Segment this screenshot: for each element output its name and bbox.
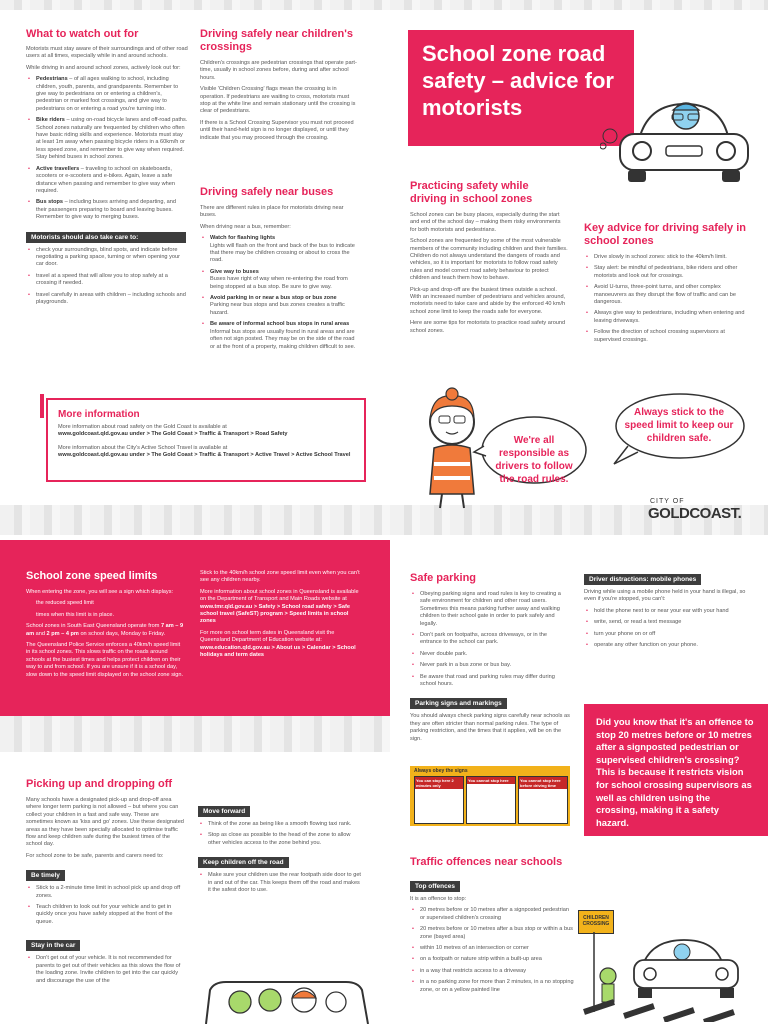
list-item: • Bus stops – including buses arriving and departing, and their passengers preparing to board and leaving buses. Remember to give way to merging buses. (26, 199, 188, 221)
crossing-scene-illustration (574, 932, 764, 1022)
page-title: School zone road safety – advice for motorists (422, 41, 614, 120)
list-item: • travel at a speed that will allow you to stop safely at a crossing if needed. (26, 273, 188, 288)
torn-strip-lower (0, 716, 390, 752)
list-item: • the reduced speed limit (26, 600, 186, 607)
list-item: • Never double park. (410, 651, 570, 658)
crossings-p3: If there is a School Crossing Supervisor you must not proceed until their hand-held sign is no longer displayed, or until they indicate that you may proceed through the crossing. (200, 119, 354, 141)
more-info-link1[interactable]: www.goldcoast.qld.gov.au under > The Gold Coast > Traffic & Transport > Road Safety (58, 431, 288, 438)
stay-label: Stay in the car (26, 940, 80, 951)
pickup-p2: For school zone to be safe, parents and carers need to: (26, 852, 164, 859)
list-item: • Teach children to look out for your vehicle and to get in quickly once you have safely stopped at the front of the queue. (26, 904, 186, 926)
list-item: • Obeying parking signs and road rules is key to creating a safe environment for children and other road users. Sometimes this means parking further away and walking children to their school gate in order to park safely and legally. (410, 591, 570, 628)
more-info-p2: More information about the City's Active School Travel is available at (58, 444, 228, 451)
city-logo (648, 498, 741, 522)
watch-out-intro2: While driving in and around school zones, actively look out for: (26, 64, 181, 71)
speed-p3: The Queensland Police Service enforces a 40km/h speed limit in its school zones. This slows traffic on the roads around schools at the busiest times and helps protect children on their way to and from school. If you are unsure if it is a school day, slow down to the speed limit displayed on the school zone sign. (26, 642, 184, 678)
torn-strip-top (0, 0, 768, 10)
timely-label: Be timely (26, 870, 65, 881)
signs-paragraph: You should always check parking signs carefully near schools as they are often stricter than normal parking rules. The type of parking restriction, and the times that it applies, will be on the sign. (410, 713, 570, 742)
list-item: • Bike riders – using on-road bicycle lanes and off-road paths. School zones naturally are frequented by children who often have basic riding skills and experience. Motorists must stay at least 1m away when passing bicycle riders in a 60km/h or less speed zone, and remember to give way when required. Stay behind buses in school zones. (26, 117, 188, 161)
more-info-heading: More information (58, 409, 140, 420)
watch-out-intro: Motorists must stay aware of their surroundings and of other road users at all times, especially while in and around schools. (26, 46, 188, 60)
list-item: • Never park in a bus zone or bus bay. (410, 662, 570, 669)
speed-limits-left (26, 570, 186, 683)
parking-signs-image (410, 766, 570, 826)
offences-section (410, 856, 574, 998)
pickup-section (26, 778, 186, 989)
list-item: • Stay alert: be mindful of pedestrians, bike riders and other motorists and look out for crossings. (584, 265, 746, 280)
list-item: • Follow the direction of school crossing supervisors at supervised crossings. (584, 329, 746, 344)
list-item: • 20 metres before or 10 metres after a signposted pedestrian or supervised children's crossing (410, 907, 574, 922)
parking-section (410, 572, 570, 747)
practicing-section (410, 180, 568, 339)
list-item: • Stick to a 2-minute time limit in school pick up and drop off zones. (26, 885, 186, 900)
practicing-p1: School zones can be busy places, especially during the start and end of the school day – making them risky environments for both motorists and pedestrians. (410, 212, 561, 233)
list-item: • write, send, or read a text message (584, 619, 748, 626)
speed-times: School zones in South East Queensland operate from 7 am – 9 am and 2 pm – 4 pm on school days, Monday to Friday. (26, 623, 184, 637)
keep-label: Keep children off the road (198, 857, 289, 868)
top-offences-label: Top offences (410, 881, 460, 892)
list-item: • hold the phone next to or near your ear with your hand (584, 608, 748, 615)
distractions-label: Driver distractions: mobile phones (584, 574, 701, 585)
crossings-p2: Visible 'Children Crossing' flags mean the crossing is in operation. If pedestrians are waiting to cross, motorists must stop at the white line and remain stationary until the crossing is clear of pedestrians. (200, 86, 356, 115)
list-item: • Avoid U-turns, three-point turns, and other complex manoeuvrers as they disrupt the flow of traffic and can be dangerous. (584, 284, 746, 306)
list-item: • Always give way to pedestrians, including when entering and leaving driveways. (584, 310, 746, 325)
buses-section (200, 186, 360, 355)
buses-p1: There are different rules in place for motorists driving near buses. (200, 205, 344, 219)
list-item: • Avoid parking in or near a bus stop or bus zone Parking near bus stops and bus zones creates a traffic hazard. (200, 295, 360, 317)
more-info-accent (40, 394, 44, 418)
pickup-heading: Picking up and dropping off (26, 778, 173, 790)
signs-banner: Always obey the signs (414, 768, 468, 774)
practicing-p2: School zones are frequented by some of the most vulnerable members of the community including children and their families. Children do not always understand the dangers of roads and vehicles, so it is important for motorists to follow road safety rules and model correct road safety behaviour to protect children and teach them how to behave. (410, 238, 568, 282)
list-item: • in a way that restricts access to a driveway (410, 968, 574, 975)
more-info-link2[interactable]: www.goldcoast.qld.gov.au under > The Gold Coast > Traffic & Transport > Active Travel > Active School Travel (58, 452, 351, 459)
family-car-illustration (196, 976, 372, 1024)
list-item: • Active travellers – traveling to school on skateboards, scooters or e-scooters and e-bikes. Again, leave a safe distance when passing and remember to give way when required. (26, 166, 188, 196)
speed-p4: Stick to the 40km/h school zone speed limit even when you can't see any children nearby. (200, 570, 360, 584)
children-crossing-sign (578, 910, 614, 934)
sign-card: You cannot stop here before driving time (519, 777, 567, 789)
offences-intro: It is an offence to stop: (410, 896, 467, 902)
buses-heading: Driving safely near buses (200, 186, 334, 198)
list-item: • on a footpath or nature strip within a built-up area (410, 956, 574, 963)
list-item: • times when this limit is in place. (26, 612, 186, 619)
list-item: • travel carefully in areas with children – including schools and playgrounds. (26, 292, 188, 307)
responsible-text: We're all responsible as drivers to follow the road rules. (495, 435, 573, 485)
buses-p2: When driving near a bus, remember: (200, 223, 291, 230)
list-item: • in a no parking zone for more than 2 minutes, in a no stopping zone, or on a yellow painted line (410, 979, 574, 994)
move-label: Move forward (198, 806, 250, 817)
distractions-p1: Driving while using a mobile phone held in your hand is illegal, so even if you're stopped, you can't: (584, 589, 746, 603)
pickup-section-2 (198, 800, 362, 898)
list-item: • check your surroundings, blind spots, and indicate before negotiating a parking space, turning or when opening your car door. (26, 247, 188, 269)
offences-heading: Traffic offences near schools (410, 856, 563, 868)
key-advice-section (584, 222, 746, 348)
watch-out-section (26, 28, 188, 310)
list-item: • Drive slowly in school zones: stick to the 40km/h limit. (584, 254, 746, 261)
speed-limits-right (200, 570, 364, 663)
list-item: • Give way to buses Buses have right of way when re-entering the road from being stopped at a bus stop. Be sure to give way. (200, 269, 360, 291)
distractions-section (584, 568, 748, 653)
did-you-know-text: Did you know that it's an offence to stop 20 metres before or 10 metres after a signposted pedestrian or supervised children's crossing? This is because it restricts vision for school crossing supervisors as well as children using the crossing, making it a safety hazard. (596, 716, 754, 828)
list-item: • turn your phone on or off (584, 631, 748, 638)
practicing-heading: Practicing safety while driving in school zones (410, 180, 533, 205)
stick-limit-text: Always stick to the speed limit to keep our children safe. (624, 407, 734, 444)
list-item: • within 10 metres of an intersection or corner (410, 945, 574, 952)
sign-card: You can stop here 2 minutes only (415, 777, 463, 789)
logo-city-of: CITY OF (650, 498, 685, 505)
list-item: • operate any other function on your phone. (584, 642, 748, 649)
speed-p5: More information about school zones in Queensland is available on the Department of Transport and Main Roads website at www.tmr.qld.gov.au > Safety > School road safety > Safe school travel (SafeST) program > Speed limits in school zones (200, 588, 359, 625)
car-illustration (600, 86, 750, 186)
more-info-box (46, 398, 366, 482)
list-item: • Don't get out of your vehicle. It is not recommended for parents to get out of their vehicles as this slows the flow of the loading zone. Invite children to get into the car quickly and discourage the use of the (26, 955, 186, 985)
crossing-sign-text: CHILDREN CROSSING (582, 915, 610, 927)
crossings-p1: Children's crossings are pedestrian crossings that operate part-time, usually in school zones before, during and after school hours. (200, 60, 357, 81)
practicing-p4: Here are some tips for motorists to practice road safety around school zones. (410, 320, 566, 334)
list-item: • Think of the zone as being like a smooth flowing taxi rank. (198, 821, 362, 828)
speed-p6: For more on school term dates in Queensland visit the Queensland Department of Education website at: www.education.qld.gov.au > About us > Calendar > School holidays and term dates (200, 629, 356, 659)
list-item: • Make sure your children use the rear footpath side door to get in and out of the car. This keeps them off the road and makes it the safest door to use. (198, 872, 362, 894)
more-info-p1: More information about road safety on the Gold Coast is available at (58, 424, 227, 430)
list-item: • Stop as close as possible to the head of the zone to allow other vehicles access to the zone behind you. (198, 832, 362, 847)
practicing-p3: Pick-up and drop-off are the busiest times outside a school. With an increased number of pedestrians and vehicles around, motorists need to take care and abide by the enforced 40 km/h school zone limit to keep the roads safe for everyone. (410, 286, 566, 315)
crossings-heading: Driving safely near children's crossings (200, 28, 354, 53)
speed-limits-heading: School zone speed limits (26, 570, 158, 582)
pickup-p1: Many schools have a designated pick-up and drop-off area where longer term parking is not allowed – but where you can collect your children in a fast and safe way. These are sometimes known as 'kiss and go' zones. Use these designated areas as they have been specially allocated to optimise traffic flow and keep children safe during the busiest times of the school day. (26, 797, 184, 848)
list-item: • 20 metres before or 10 metres after a bus stop or within a bus zone (bayed area) (410, 926, 574, 941)
list-item: • Be aware of informal school bus stops in rural areas Informal bus stops are usually found in rural areas and are often not sign posted. They may be on the side of the road or at the front of a property, making children difficult to see. (200, 321, 360, 351)
sign-card: You cannot stop here (467, 777, 515, 784)
logo-goldcoast: GOLDCOAST. (648, 505, 742, 522)
key-advice-heading: Key advice for driving safely in school zones (584, 222, 747, 247)
crossings-section (200, 28, 360, 146)
list-item: • Don't park on footpaths, across driveways, or in the entrance to the school car park. (410, 632, 570, 647)
signs-label: Parking signs and markings (410, 698, 507, 709)
speed-p1: When entering the zone, you will see a sign which displays: (26, 589, 174, 595)
care-label: Motorists should also take care to: (26, 232, 186, 243)
list-item: • Watch for flashing lights Lights will flash on the front and back of the bus to indicate that there may be children crossing or about to cross the road. (200, 235, 360, 265)
did-you-know-box (584, 704, 768, 836)
watch-out-heading: What to watch out for (26, 28, 139, 40)
parking-heading: Safe parking (410, 572, 477, 584)
list-item: • Pedestrians – of all ages walking to school, including children, youth, parents, and grandparents. Remember to give way to pedestrians on or entering a children's, pedestrian or marked foot crossings, and give way to pedestrians on or entering a road you're turning into. (26, 76, 188, 113)
list-item: • Be aware that road and parking rules may differ during school hours. (410, 674, 570, 689)
